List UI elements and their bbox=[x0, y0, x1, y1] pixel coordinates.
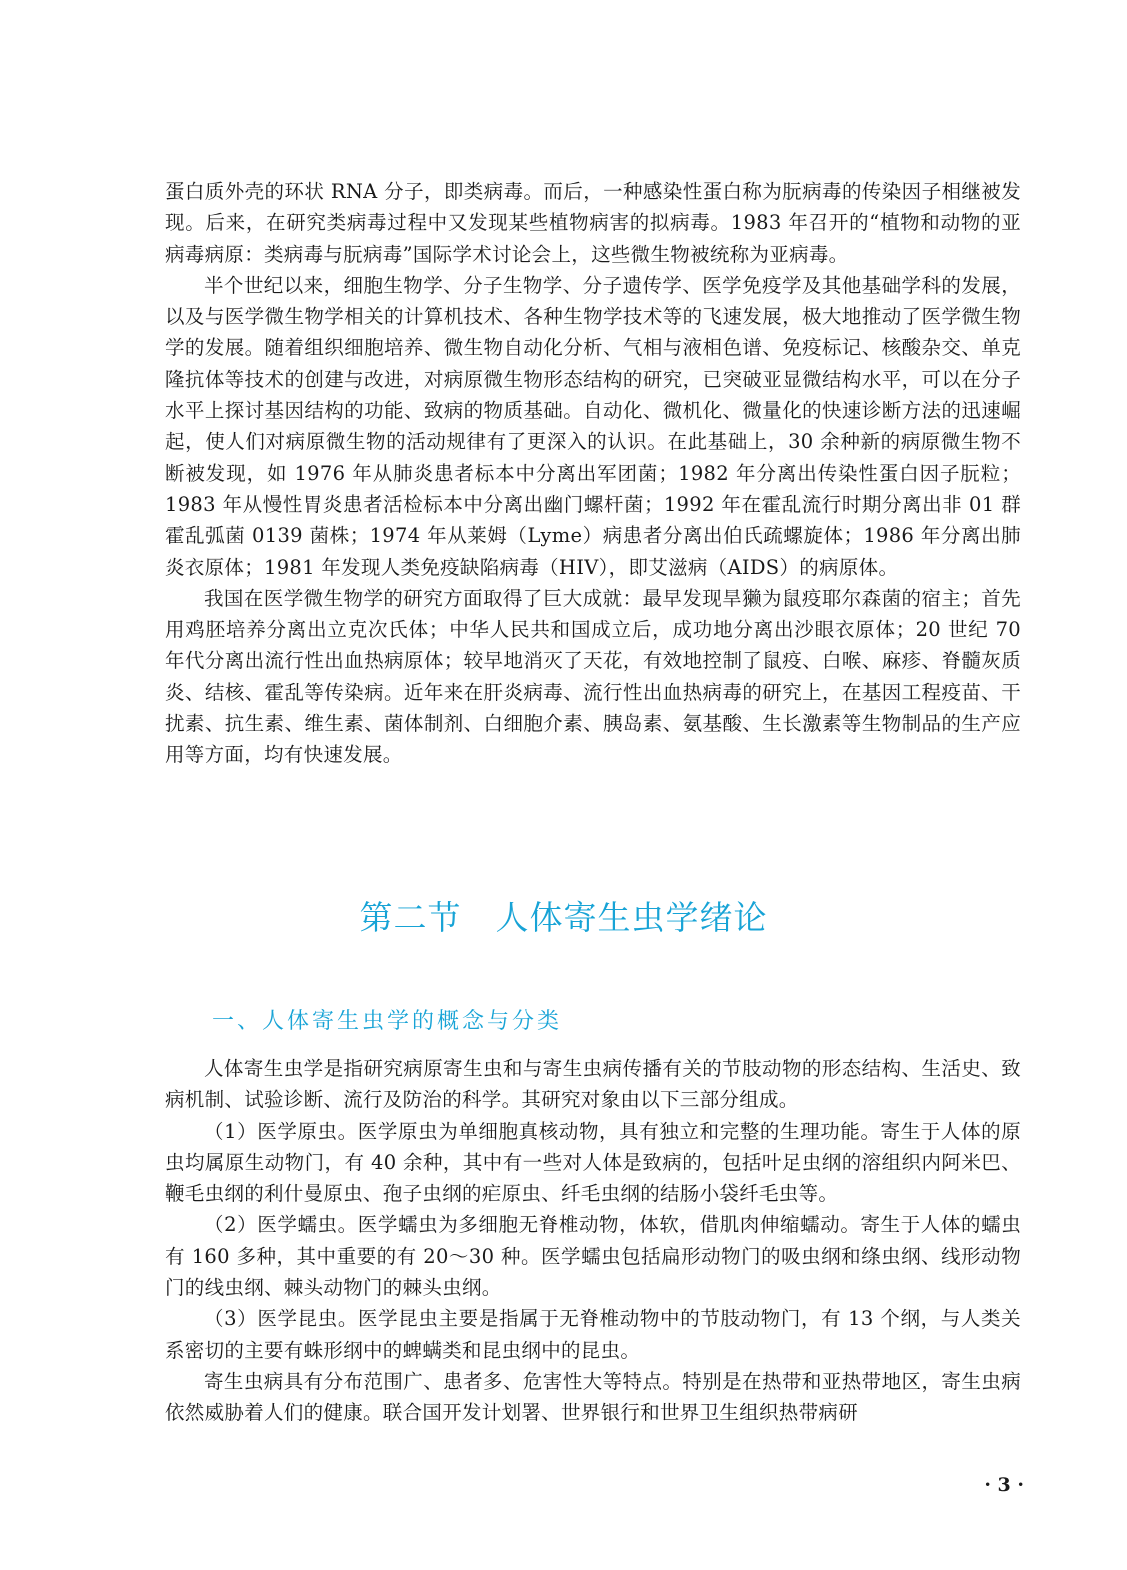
page-number: · 3 · bbox=[984, 1474, 1024, 1496]
subsection-title: 一、人体寄生虫学的概念与分类 bbox=[212, 1009, 563, 1034]
paragraph-insects: （3）医学昆虫。医学昆虫主要是指属于无脊椎动物中的节肢动物门，有 13 个纲，与人类关系密切的主要有蛛形纲中的蜱螨类和昆虫纲中的昆虫。 bbox=[165, 1307, 1021, 1362]
paragraph-china-achievements: 我国在医学微生物学的研究方面取得了巨大成就：最早发现旱獭为鼠疫耶尔森菌的宿主；首先用鸡胚培养分离出立克次氏体；中华人民共和国成立后，成功地分离出沙眼衣原体；20 世纪 70 年代分离出流行性出血热病原体；较早地消灭了天花，有效地控制了鼠疫、白喉、麻疹、脊髓灰质炎、结核、霍乱等传染病。近年来在肝炎病毒、流行性出血热病毒的研究上，在基因工程疫苗、干扰素、抗生素、维生素、菌体制剂、白细胞介素、胰岛素、氨基酸、生长激素等生物制品的生产应用等方面，均有快速发展。 bbox=[165, 586, 1021, 767]
paragraph-parasitology-definition: 人体寄生虫学是指研究病原寄生虫和与寄生虫病传播有关的节肢动物的形态结构、生活史、致病机制、试验诊断、流行及防治的科学。其研究对象由以下三部分组成。 bbox=[165, 1057, 1021, 1112]
paragraph-parasitic-disease: 寄生虫病具有分布范围广、患者多、危害性大等特点。特别是在热带和亚热带地区，寄生虫病依然威胁着人们的健康。联合国开发计划署、世界银行和世界卫生组织热带病研 bbox=[165, 1369, 1021, 1425]
top-text-block bbox=[165, 176, 1021, 771]
section-title: 第二节 人体寄生虫学绪论 bbox=[359, 898, 768, 937]
bottom-text-block bbox=[165, 1053, 1021, 1429]
paragraph-continued: 蛋白质外壳的环状 RNA 分子，即类病毒。而后，一种感染性蛋白称为朊病毒的传染因子相继被发现。后来，在研究类病毒过程中又发现某些植物病害的拟病毒。1983 年召开的“植物和动物的亚病毒病原：类病毒与朊病毒”国际学术讨论会上，这些微生物被统称为亚病毒。 bbox=[165, 180, 1021, 266]
paragraph-protozoa: （1）医学原虫。医学原虫为单细胞真核动物，具有独立和完整的生理功能。寄生于人体的原虫均属原生动物门，有 40 余种，其中有一些对人体是致病的，包括叶足虫纲的溶组织内阿米巴、鞭毛虫纲的利什曼原虫、孢子虫纲的疟原虫、纤毛虫纲的结肠小袋纤毛虫等。 bbox=[165, 1119, 1021, 1206]
paragraph-helminths: （2）医学蠕虫。医学蠕虫为多细胞无脊椎动物，体软，借肌肉伸缩蠕动。寄生于人体的蠕虫有 160 多种，其中重要的有 20～30 种。医学蠕虫包括扁形动物门的吸虫纲和绦虫纲、线形动物门的线虫纲、棘头动物门的棘头虫纲。 bbox=[165, 1213, 1021, 1300]
paragraph-microbiology-development: 半个世纪以来，细胞生物学、分子生物学、分子遗传学、医学免疫学及其他基础学科的发展，以及与医学微生物学相关的计算机技术、各种生物学技术等的飞速发展，极大地推动了医学微生物学的发展。随着组织细胞培养、微生物自动化分析、气相与液相色谱、免疫标记、核酸杂交、单克隆抗体等技术的创建与改进，对病原微生物形态结构的研究，已突破亚显微结构水平，可以在分子水平上探讨基因结构的功能、致病的物质基础。自动化、微机化、微量化的快速诊断方法的迅速崛起，使人们对病原微生物的活动规律有了更深入的认识。在此基础上，30 余种新的病原微生物不断被发现，如 1976 年从肺炎患者标本中分离出军团菌；1982 年分离出传染性蛋白因子朊粒；1983 年从慢性胃炎患者活检标本中分离出幽门螺杆菌；1992 年在霍乱流行时期分离出非 01 群霍乱弧菌 0139 菌株；1974 年从莱姆（Lyme）病患者分离出伯氏疏螺旋体；1986 年分离出肺炎衣原体；1981 年发现人类免疫缺陷病毒（HIV），即艾滋病（AIDS）的病原体。 bbox=[165, 273, 1021, 579]
